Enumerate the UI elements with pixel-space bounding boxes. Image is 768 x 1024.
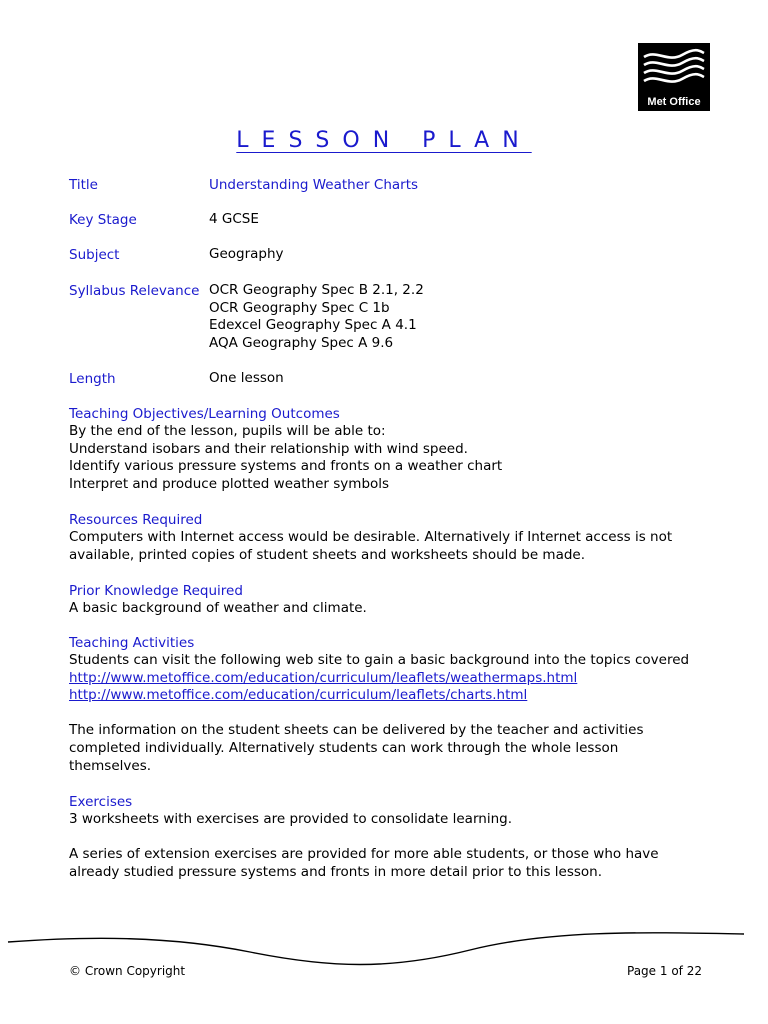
activities-line: themselves.: [69, 757, 152, 774]
objectives-heading: Teaching Objectives/Learning Outcomes: [69, 406, 340, 422]
activities-heading: Teaching Activities: [69, 635, 195, 651]
value-key-stage: 4 GCSE: [209, 211, 259, 227]
exercises-heading: Exercises: [69, 794, 133, 810]
section-exercises: [69, 793, 749, 881]
resources-line: Computers with Internet access would be desirable. Alternatively if Internet access is not: [69, 529, 673, 545]
activities-intro: Students can visit the following web site to gain a basic background into the topics covered: [69, 652, 690, 668]
label-title: Title: [69, 177, 98, 193]
activities-line: The information on the student sheets can be delivered by the teacher and activities: [69, 722, 644, 739]
value-syllabus: [209, 282, 424, 352]
activities-line: completed individually. Alternatively students can work through the whole lesson: [69, 739, 619, 756]
section-objectives: [69, 405, 749, 493]
prior-line: A basic background of weather and climate.: [69, 600, 367, 616]
value-title: Understanding Weather Charts: [209, 177, 419, 193]
objectives-line: Interpret and produce plotted weather symbols: [69, 475, 390, 492]
label-syllabus: Syllabus Relevance: [69, 283, 200, 299]
section-resources: [69, 511, 749, 564]
syllabus-line: AQA Geography Spec A 9.6: [209, 334, 394, 351]
section-prior-knowledge: [69, 582, 749, 618]
spacer: [69, 829, 749, 847]
objectives-line: Identify various pressure systems and fronts on a weather chart: [69, 458, 503, 475]
syllabus-line: Edexcel Geography Spec A 4.1: [209, 317, 417, 333]
page-title: LESSON PLAN: [236, 128, 532, 153]
spacer: [69, 705, 749, 723]
syllabus-line: OCR Geography Spec C 1b: [209, 299, 390, 316]
footer-wave-divider: [0, 920, 768, 970]
prior-heading: Prior Knowledge Required: [69, 583, 243, 599]
syllabus-line: OCR Geography Spec B 2.1, 2.2: [209, 282, 424, 298]
weathermaps-link[interactable]: http://www.metoffice.com/education/curriculum/leaflets/weathermaps.html: [69, 669, 578, 686]
met-office-logo: [638, 43, 710, 111]
exercises-line: A series of extension exercises are provided for more able students, or those who have: [69, 846, 659, 863]
resources-line: available, printed copies of student sheets and worksheets should be made.: [69, 546, 586, 563]
objectives-line: Understand isobars and their relationship with wind speed.: [69, 440, 468, 457]
exercises-line: already studied pressure systems and fronts in more detail prior to this lesson.: [69, 863, 602, 880]
resources-heading: Resources Required: [69, 512, 203, 528]
label-subject: Subject: [69, 247, 120, 263]
value-subject: Geography: [209, 246, 284, 262]
label-length: Length: [69, 371, 116, 387]
copyright-text: © Crown Copyright: [69, 964, 186, 978]
exercises-line: 3 worksheets with exercises are provided to consolidate learning.: [69, 811, 512, 827]
value-length: One lesson: [209, 370, 284, 386]
objectives-line: By the end of the lesson, pupils will be able to:: [69, 423, 386, 439]
page-number: Page 1 of 22: [627, 964, 702, 978]
label-key-stage: Key Stage: [69, 212, 137, 228]
logo-text: Met Office: [647, 96, 701, 108]
section-teaching-activities: [69, 634, 749, 775]
charts-link[interactable]: http://www.metoffice.com/education/curriculum/leaflets/charts.html: [69, 687, 528, 704]
